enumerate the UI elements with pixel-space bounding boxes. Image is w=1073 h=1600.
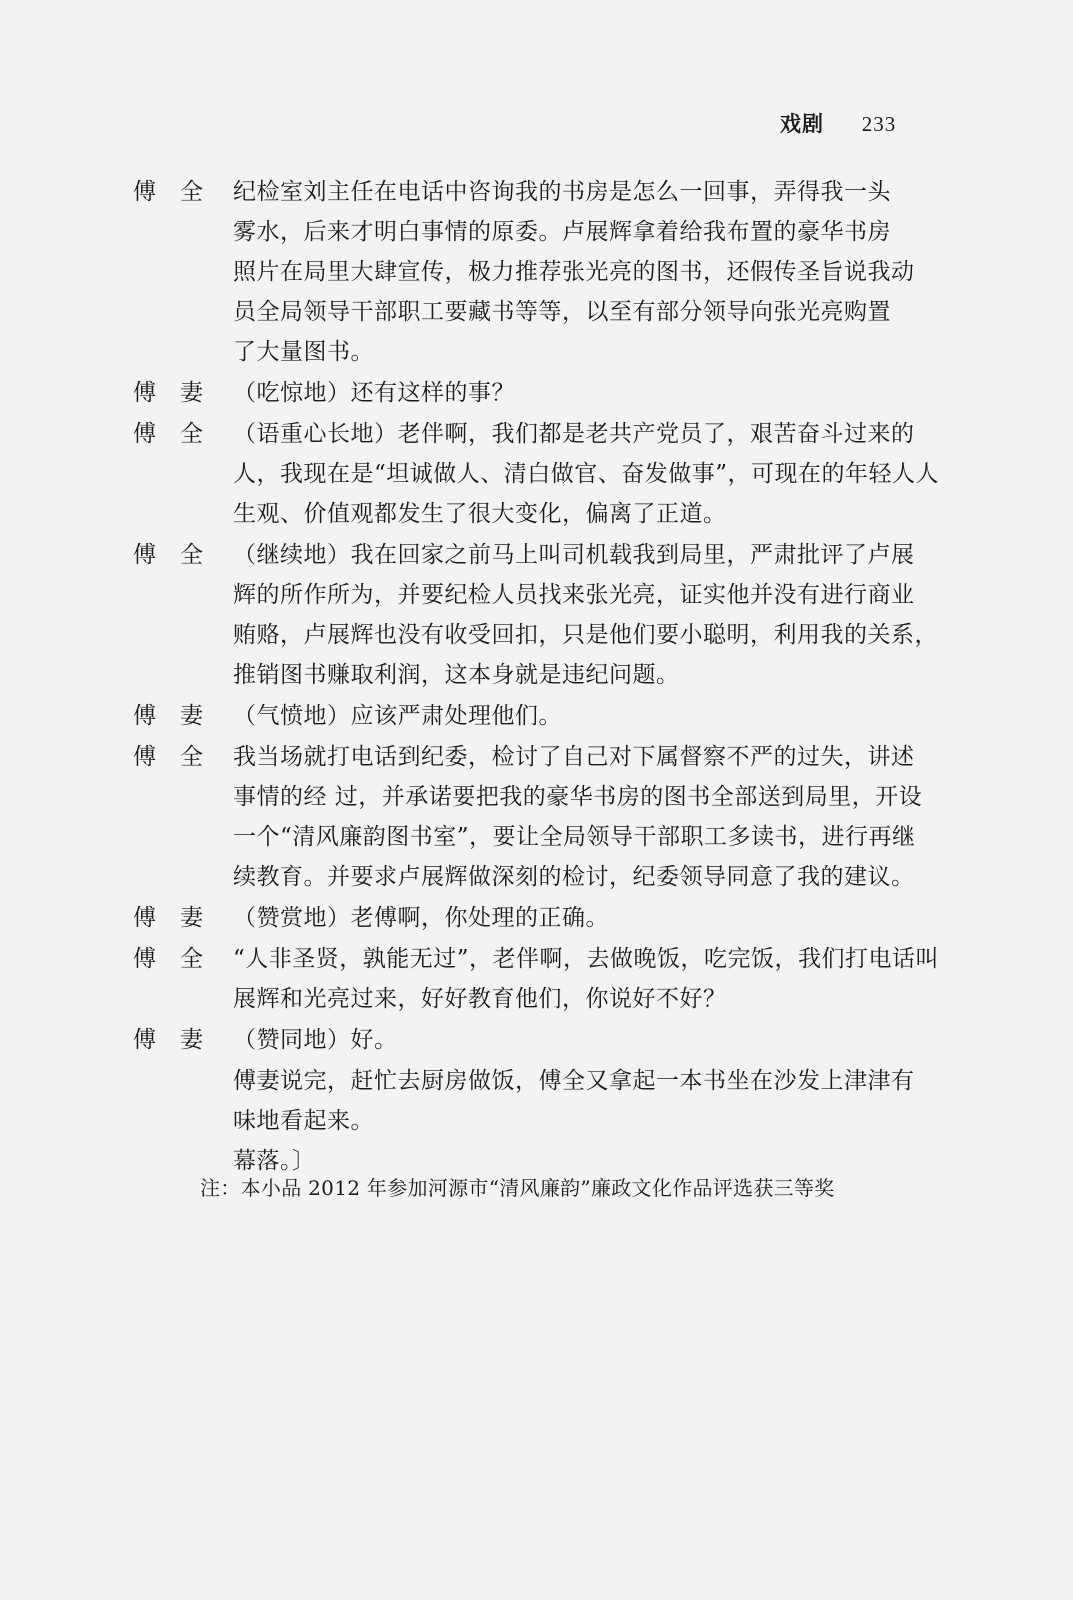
dialogue-entry — [133, 414, 943, 534]
dialogue-line: 人，我现在是“坦诚做人、清白做官、奋发做事”，可现在的年轻人人 — [233, 461, 940, 487]
dialogue-entry — [133, 373, 943, 413]
stage-direction — [233, 1061, 943, 1181]
dialogue-entry — [133, 1020, 943, 1060]
dialogue-line: 雾水，后来才明白事情的原委。卢展辉拿着给我布置的豪华书房 — [233, 219, 891, 245]
stage-direction-line: 味地看起来。 — [233, 1108, 374, 1134]
footnote: 注：本小品 2012 年参加河源市“清风廉韵”廉政文化作品评选获三等奖 — [200, 1176, 835, 1200]
dialogue-line: （继续地）我在回家之前马上叫司机载我到局里，严肃批评了卢展 — [233, 542, 915, 568]
dialogue-text — [233, 898, 943, 938]
stage-direction-line: 幕落。〕 — [233, 1148, 316, 1174]
dialogue-line: 照片在局里大肆宣传，极力推荐张光亮的图书，还假传圣旨说我动 — [233, 259, 915, 285]
speaker-name: 傅妻 — [133, 703, 227, 729]
dialogue-line: 纪检室刘主任在电话中咨询我的书房是怎么一回事，弄得我一头 — [233, 179, 891, 205]
dialogue-line: 一个“清风廉韵图书室”，要让全局领导干部职工多读书，进行再继 — [233, 824, 916, 850]
script-body — [133, 172, 943, 1181]
dialogue-text — [233, 535, 943, 695]
dialogue-text — [233, 414, 943, 534]
speaker-name: 傅全 — [133, 179, 227, 205]
stage-direction-line: 傅妻说完，赶忙去厨房做饭，傅全又拿起一本书坐在沙发上津津有 — [233, 1068, 915, 1094]
speaker-name: 傅全 — [133, 946, 227, 972]
dialogue-line: （赞同地）好。 — [233, 1027, 398, 1053]
dialogue-line: 员全局领导干部职工要藏书等等，以至有部分领导向张光亮购置 — [233, 299, 891, 325]
dialogue-line: 推销图书赚取利润，这本身就是违纪问题。 — [233, 662, 680, 688]
speaker-name: 傅全 — [133, 744, 227, 770]
speaker-name: 傅妻 — [133, 1027, 227, 1053]
dialogue-entry — [133, 737, 943, 897]
dialogue-entry — [133, 939, 943, 1019]
dialogue-line: （吃惊地）还有这样的事？ — [233, 380, 515, 406]
speaker-name: 傅全 — [133, 421, 227, 447]
dialogue-text — [233, 939, 943, 1019]
dialogue-entry — [133, 696, 943, 736]
dialogue-line: （赞赏地）老傅啊，你处理的正确。 — [233, 905, 609, 931]
dialogue-text — [233, 172, 943, 372]
dialogue-line: 生观、价值观都发生了很大变化，偏离了正道。 — [233, 501, 727, 527]
running-header — [780, 108, 896, 138]
dialogue-text — [233, 1020, 943, 1060]
page-number: 233 — [861, 112, 897, 136]
dialogue-line: 辉的所作所为，并要纪检人员找来张光亮，证实他并没有进行商业 — [233, 582, 915, 608]
section-title: 戏剧 — [780, 112, 824, 136]
dialogue-text — [233, 373, 943, 413]
speaker-name: 傅妻 — [133, 380, 227, 406]
dialogue-line: 贿赂，卢展辉也没有收受回扣，只是他们要小聪明，利用我的关系， — [233, 622, 938, 648]
speaker-name: 傅全 — [133, 542, 227, 568]
dialogue-line: 续教育。并要求卢展辉做深刻的检讨，纪委领导同意了我的建议。 — [233, 864, 915, 890]
dialogue-line: “人非圣贤，孰能无过”，老伴啊，去做晚饭，吃完饭，我们打电话叫 — [233, 946, 940, 972]
dialogue-text — [233, 696, 943, 736]
dialogue-text — [233, 737, 943, 897]
dialogue-entry — [133, 898, 943, 938]
dialogue-line: 我当场就打电话到纪委，检讨了自己对下属督察不严的过失，讲述 — [233, 744, 915, 770]
dialogue-line: 事情的经 过，并承诺要把我的豪华书房的图书全部送到局里，开设 — [233, 784, 923, 810]
dialogue-line: （气愤地）应该严肃处理他们。 — [233, 703, 562, 729]
dialogue-line: （语重心长地）老伴啊，我们都是老共产党员了，艰苦奋斗过来的 — [233, 421, 915, 447]
speaker-name: 傅妻 — [133, 905, 227, 931]
dialogue-line: 展辉和光亮过来，好好教育他们，你说好不好？ — [233, 986, 727, 1012]
dialogue-entry — [133, 535, 943, 695]
dialogue-entry — [133, 172, 943, 372]
dialogue-line: 了大量图书。 — [233, 339, 374, 365]
